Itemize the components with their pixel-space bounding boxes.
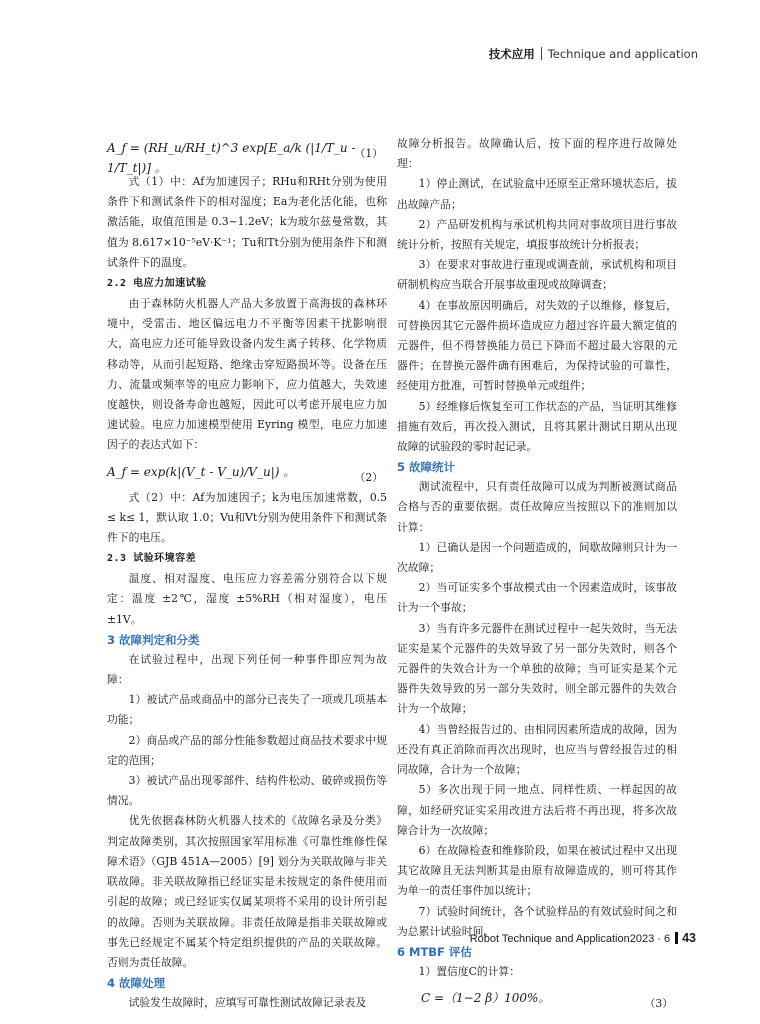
list-item: 1）停止测试，在试验盒中还原至正常环境状态后，拔出故障产品； <box>397 177 677 211</box>
right-column <box>397 134 677 1014</box>
list-item: 5）多次出现于同一地点、同样性质、一样起因的故障，如经研究证实采用改进方法后将不再出现，将多次故障合计为一次故障； <box>397 783 677 837</box>
section-heading: 3 故障判定和分类 <box>107 632 200 647</box>
journal-name: Robot Technique and Application2023 · 6 <box>469 933 671 945</box>
equation-1-body: A_f = (RH_u/RH_t)^3 exp[E_a/k (|1/T_u - 1/T_t|)] 。 <box>107 141 356 176</box>
left-column <box>107 132 387 1013</box>
equation-2-number: （2） <box>354 470 383 484</box>
section-heading: 6 MTBF 评估 <box>397 944 472 959</box>
paragraph: 优先依据森林防火机器人技术的《故障名录及分类》判定故障类别，其次按照国家军用标准《可靠性维修性保障术语》（GJB 451A—2005）[9] 划分为关联故障与非关联故障。非关联故障指已经证实是未按规定的条件使用而引起的故障；或已经证实仅属某项将不采用的设计所引起的故障。否则为关联故障。非责任故障是指非关联故障或事先已经规定不属某个特定组织提供的产品的关联故障。否则为责任故障。 <box>107 814 387 969</box>
list-item: 1）已确认是因一个问题造成的，间歇故障则只计为一次故障； <box>397 540 677 575</box>
equation-1 <box>107 132 387 176</box>
section-label: 技术应用 <box>488 47 535 61</box>
running-header <box>489 46 698 62</box>
header-divider <box>541 47 542 60</box>
paragraph: 温度、相对湿度、电压应力容差需分别符合以下规定：温度 ±2℃，湿度 ±5%RH（相对湿度），电压 ±1V。 <box>107 572 387 626</box>
section-heading: 5 故障统计 <box>397 460 456 475</box>
paragraph: 在试验过程中，出现下列任何一种事件即应判为故障： <box>107 652 387 687</box>
paragraph: 测试流程中，只有责任故障可以成为判断被测试商品合格与否的重要依据。责任故障应当按照以下的准则加以计算： <box>397 480 677 534</box>
list-item: 1）置信度C的计算： <box>418 964 521 978</box>
equation-1-number: （1） <box>354 147 383 160</box>
list-item: 2）商品或产品的部分性能参数超过商品技术要求中规定的范围； <box>107 733 387 767</box>
paragraph: 由于森林防火机器人产品大多放置于高海拔的森林环境中，受雷击、地区偏远电力不平衡等因素干扰影响很大，高电应力还可能导致设备内发生离子转移、化学物质移动等，从而引起短路、绝缘击穿短路损坏等。设备在压力、流量或频率等的电应力影响下，应力值越大，失效速度越快，则设备寿命也越短，因此可以考虑开展电应力加速试验。电应力加速模型使用 Eyring 模型，电应力加速因子的表达式如下： <box>107 297 387 452</box>
footer-bar <box>675 932 678 944</box>
equation-2-body: A_f = exp(k|(V_t - V_u)/V_u|) 。 <box>107 464 296 479</box>
subsection-heading: 2.3 试验环境容差 <box>107 553 197 565</box>
list-item: 5）经维修后恢复至可工作状态的产品，当证明其维修措施有效后，再次投入测试，且将其累计测试日期从出现故障的试验段的零时起记录。 <box>397 399 677 454</box>
list-item: 4）当曾经报告过的、由相同因素所造成的故障，因为还没有真正消除而再次出现时，也应当与曾经报告过的相同故障，合计为一个故障； <box>397 722 677 777</box>
list-item: 6）在故障检查和维修阶段，如果在被试过程中又出现其它故障且无法判断其是由原有故障造成的，则可将其作为单一的责任事件加以统计； <box>397 843 677 898</box>
equation-2 <box>107 456 387 488</box>
paragraph: 式（1）中：Af为加速因子；RHu和RHt分别为使用条件下和测试条件下的相对湿度；Ea为老化活化能，也称激活能，取值范围是 0.3~1.2eV；k为玻尔兹曼常数，其值为 8.617×10⁻⁵eV·K⁻¹；Tu和Tt分别为使用条件下和测试条件下的温度。 <box>107 175 387 269</box>
page-number: 43 <box>682 931 696 945</box>
equation-3 <box>397 982 677 1014</box>
list-item: 2）当可证实多个事故模式由一个因素造成时，该事故计为一个事故； <box>397 581 677 615</box>
section-heading: 4 故障处理 <box>107 976 166 991</box>
list-item: 1）被试产品或商品中的部分已丧失了一项或几项基本功能； <box>107 693 387 727</box>
equation-3-number: （3） <box>644 997 673 1011</box>
subsection-heading: 2.2 电应力加速试验 <box>107 278 207 290</box>
equation-3-body: C =（1−2 β）100%。 <box>421 991 551 1006</box>
list-item: 4）在事故原因明确后，对失效的子以维修，修复后，可替换因其它元器件损坏造成应力超过容许最大额定值的元器件，但不得替换能力员已下降而不超过最大容限的元器件；在替换元器件确有困难后，为保持试验的可靠性，经使用方批准，可暂时替换单元或组件； <box>397 298 677 393</box>
paragraph: 故障分析报告。故障确认后，按下面的程序进行故障处理： <box>397 137 677 171</box>
paragraph: 试验发生故障时，应填写可靠性测试故障记录表及 <box>128 996 367 1010</box>
section-label-en: Technique and application <box>547 47 698 61</box>
list-item: 3）被试产品出现零部件、结构件松动、破碎或损伤等情况。 <box>107 774 387 808</box>
list-item: 7）试验时间统计，各个试验样品的有效试验时间之和为总累计试验时间。 <box>397 904 677 938</box>
paragraph: 式（2）中：Af为加速因子；k为电压加速常数，0.5 ≤ k≤ 1，默认取 1.0；Vu和Vt分别为使用条件下和测试条件下的电压。 <box>107 490 387 545</box>
page-footer <box>470 931 696 945</box>
list-item: 3）当有许多元器件在测试过程中一起失效时，当无法证实是某个元器件的失效导致了另一部分失效时，则各个元器件的失效合计为一个单独的故障；当可证实是某个元器件失效导致的另一部分失效时，则全部元器件的失效合计为一个故障； <box>397 621 677 716</box>
list-item: 3）在要求对事故进行重现或调查前，承试机构和项目研制机构应当联合开展事故重现或故障调查； <box>397 258 677 292</box>
list-item: 2）产品研发机构与承试机构共同对事故项目进行事故统计分析，按照有关规定，填报事故统计分析报表； <box>397 217 677 252</box>
